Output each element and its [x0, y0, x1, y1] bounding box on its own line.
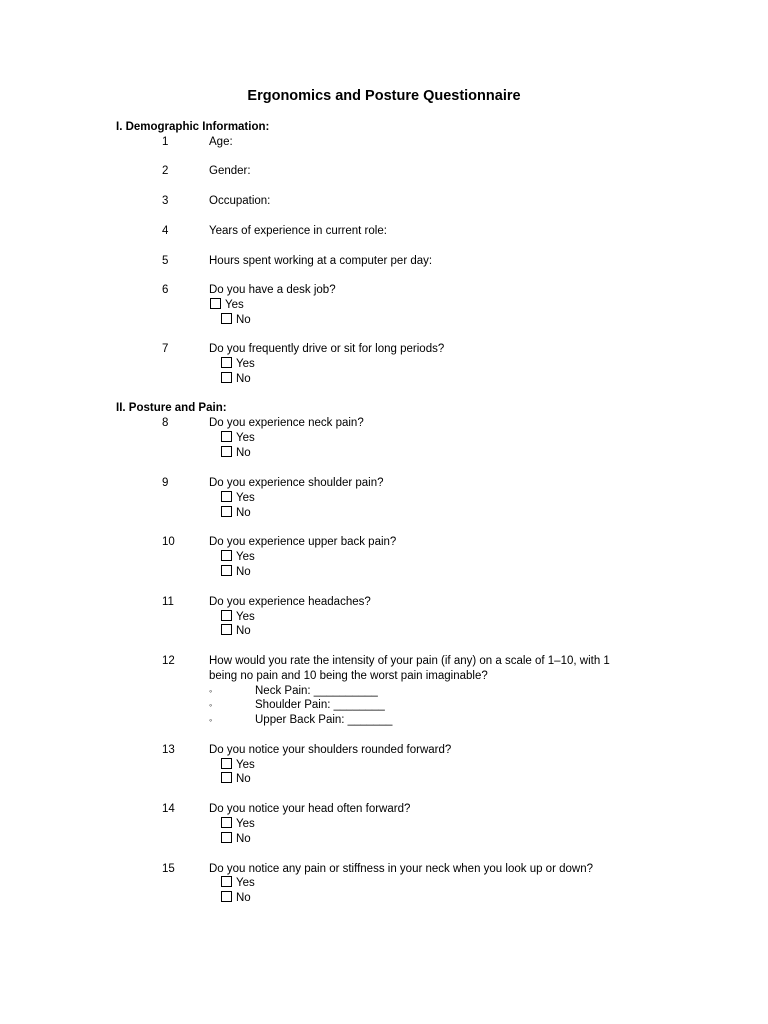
pain-rating-shoulder[interactable]: Shoulder Pain: ________ — [255, 699, 385, 711]
checkbox[interactable] — [221, 817, 232, 828]
checkbox[interactable] — [221, 891, 232, 902]
question-text: Hours spent working at a computer per day: — [209, 255, 433, 267]
option-label: No — [236, 892, 251, 904]
question-number: 9 — [162, 477, 169, 489]
option-yes[interactable] — [221, 491, 255, 506]
question-text: Gender: — [209, 165, 251, 177]
question-text: Do you experience upper back pain? — [209, 536, 397, 548]
question-text: Occupation: — [209, 195, 271, 207]
option-label: Yes — [236, 611, 255, 623]
question-number: 14 — [162, 803, 175, 815]
question-text: Do you notice your shoulders rounded forward? — [209, 744, 452, 756]
option-label: Yes — [236, 432, 255, 444]
option-label: Yes — [236, 492, 255, 504]
option-yes[interactable] — [221, 817, 255, 832]
option-no[interactable] — [221, 832, 251, 847]
question-text: Years of experience in current role: — [209, 225, 387, 237]
bullet-icon: ◦ — [209, 700, 213, 710]
option-no[interactable] — [221, 372, 251, 387]
option-no[interactable] — [221, 891, 251, 906]
option-yes[interactable] — [221, 357, 255, 372]
option-no[interactable] — [221, 506, 251, 521]
question-number: 1 — [162, 136, 169, 148]
question-number: 2 — [162, 165, 169, 177]
checkbox[interactable] — [221, 876, 232, 887]
bullet-icon: ◦ — [209, 715, 213, 725]
question-number: 7 — [162, 343, 169, 355]
option-label: No — [236, 773, 251, 785]
option-yes[interactable] — [221, 431, 255, 446]
option-label: Yes — [236, 877, 255, 889]
option-label: No — [236, 833, 251, 845]
section-heading-posture-pain: II. Posture and Pain: — [116, 402, 227, 414]
checkbox[interactable] — [221, 506, 232, 517]
question-text: Do you experience neck pain? — [209, 417, 364, 429]
pain-rating-upper-back[interactable]: Upper Back Pain: _______ — [255, 714, 393, 726]
checkbox[interactable] — [221, 446, 232, 457]
option-label: Yes — [236, 759, 255, 771]
option-label: No — [236, 625, 251, 637]
question-number: 3 — [162, 195, 169, 207]
option-label: No — [236, 447, 251, 459]
question-text: Age: — [209, 136, 233, 148]
question-number: 13 — [162, 744, 175, 756]
checkbox[interactable] — [221, 550, 232, 561]
checkbox[interactable] — [221, 832, 232, 843]
pain-rating-neck[interactable]: Neck Pain: __________ — [255, 685, 378, 697]
option-label: No — [236, 314, 251, 326]
checkbox[interactable] — [221, 372, 232, 383]
option-yes[interactable] — [221, 758, 255, 773]
option-label: Yes — [225, 299, 244, 311]
option-label: No — [236, 507, 251, 519]
option-label: No — [236, 566, 251, 578]
question-number: 15 — [162, 863, 175, 875]
checkbox[interactable] — [221, 431, 232, 442]
option-no[interactable] — [221, 446, 251, 461]
option-yes[interactable] — [221, 610, 255, 625]
page-title: Ergonomics and Posture Questionnaire — [247, 88, 521, 104]
checkbox[interactable] — [221, 565, 232, 576]
question-number: 8 — [162, 417, 169, 429]
checkbox[interactable] — [221, 772, 232, 783]
option-label: Yes — [236, 551, 255, 563]
question-number: 6 — [162, 284, 169, 296]
question-number: 5 — [162, 255, 169, 267]
question-text: Do you experience headaches? — [209, 596, 371, 608]
option-no[interactable] — [221, 772, 251, 787]
checkbox[interactable] — [221, 610, 232, 621]
question-number: 11 — [162, 596, 174, 608]
question-number: 12 — [162, 655, 175, 667]
checkbox[interactable] — [221, 313, 232, 324]
question-text: Do you experience shoulder pain? — [209, 477, 384, 489]
question-text: Do you frequently drive or sit for long periods? — [209, 343, 445, 355]
option-yes[interactable] — [221, 550, 255, 565]
option-no[interactable] — [221, 624, 251, 639]
option-no[interactable] — [221, 565, 251, 580]
question-text: Do you have a desk job? — [209, 284, 336, 296]
checkbox[interactable] — [221, 357, 232, 368]
question-text: How would you rate the intensity of your pain (if any) on a scale of 1–10, with 1 being no pain and 10 being the worst pain imaginable? — [209, 655, 610, 682]
option-no[interactable] — [221, 313, 251, 328]
checkbox[interactable] — [210, 298, 221, 309]
option-label: Yes — [236, 818, 255, 830]
option-label: Yes — [236, 358, 255, 370]
checkbox[interactable] — [221, 491, 232, 502]
option-label: No — [236, 373, 251, 385]
question-text: Do you notice any pain or stiffness in your neck when you look up or down? — [209, 863, 593, 875]
checkbox[interactable] — [221, 758, 232, 769]
section-heading-demographic: I. Demographic Information: — [116, 121, 270, 133]
question-number: 10 — [162, 536, 175, 548]
option-yes[interactable] — [210, 298, 244, 313]
question-number: 4 — [162, 225, 169, 237]
option-yes[interactable] — [221, 876, 255, 891]
bullet-icon: ◦ — [209, 686, 213, 696]
checkbox[interactable] — [221, 624, 232, 635]
question-text: Do you notice your head often forward? — [209, 803, 411, 815]
